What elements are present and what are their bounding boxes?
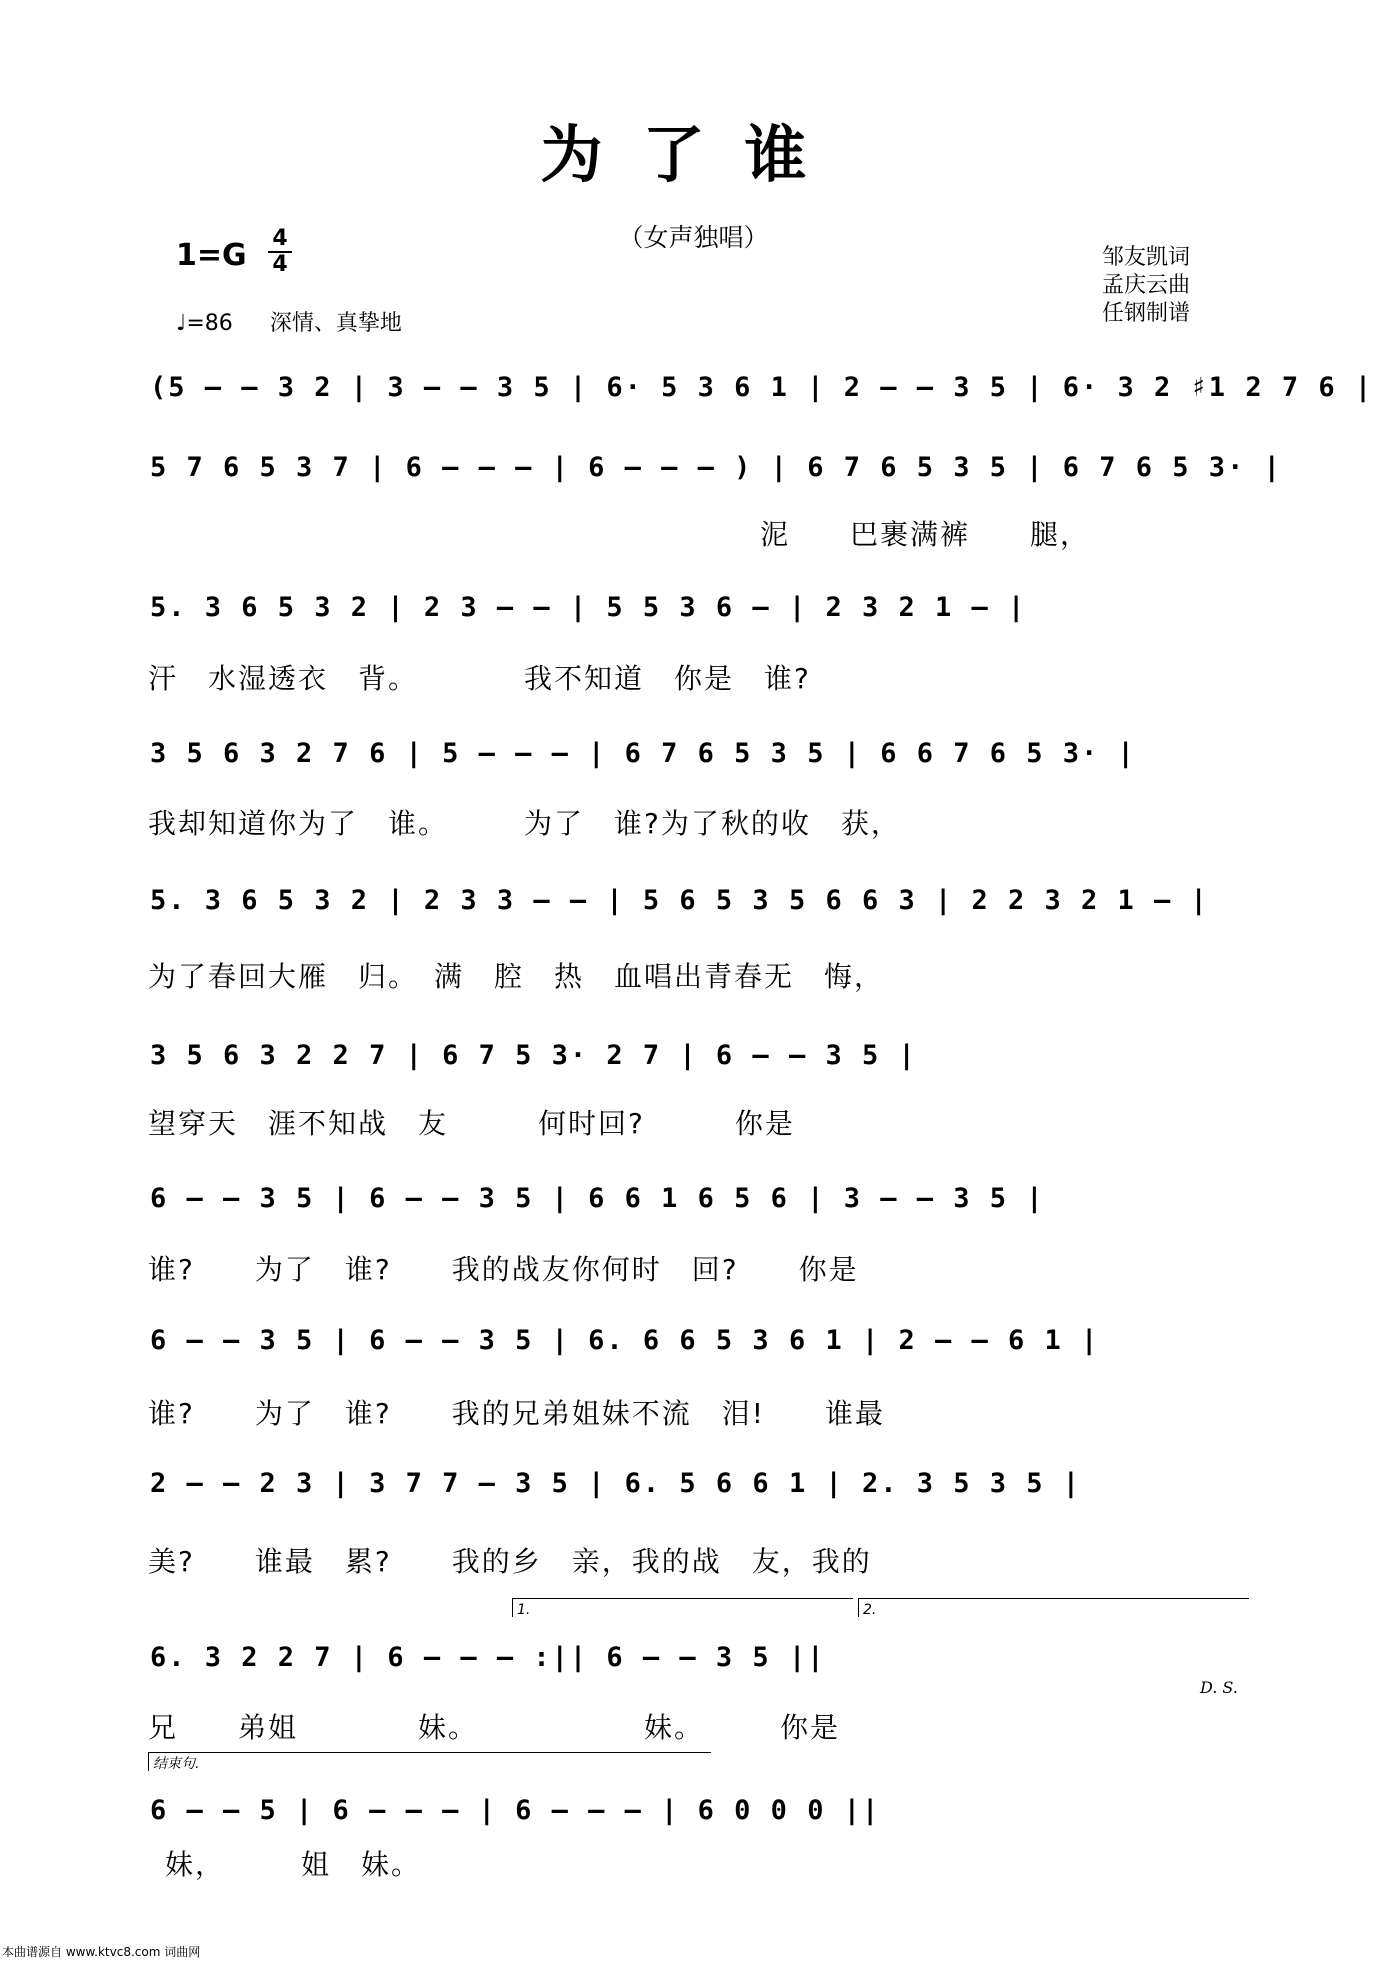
notation-row-2: 5 7 6 5 3 7 | 6 – – – | 6 – – – ) | 6 7 6 5 3 5 | 6 7 6 5 3· | [150, 452, 1282, 483]
time-signature-bottom: 4 [272, 252, 288, 277]
notation-row-7: 6 – – 3 5 | 6 – – 3 5 | 6 6 1 6 5 6 | 3 – – 3 5 | [150, 1183, 1045, 1214]
lyrics-row-9: 美? 谁最 累? 我的乡 亲，我的战 友，我的 [148, 1545, 872, 1578]
second-ending-bracket [858, 1598, 1249, 1617]
tempo-line [176, 306, 402, 337]
notation-row-4: 3 5 6 3 2 7 6 | 5 – – – | 6 7 6 5 3 5 | 6 6 7 6 5 3· | [150, 738, 1136, 769]
tempo-mark: ♩=86 [176, 311, 233, 336]
first-ending-bracket [512, 1598, 853, 1617]
notation-row-10: 6. 3 2 2 7 | 6 – – – :|| 6 – – 3 5 || [150, 1642, 826, 1673]
lyricist-credit: 邹友凯词 [1102, 245, 1191, 270]
second-ending-label: 2. [863, 1602, 877, 1618]
lyrics-row-10: 兄 弟姐 妹。 妹。 你是 [148, 1711, 841, 1744]
notation-row-3: 5. 3 6 5 3 2 | 2 3 – – | 5 5 3 6 – | 2 3 2 1 – | [150, 592, 1027, 623]
credits [1102, 244, 1190, 328]
lyrics-row-2: 泥 巴裹满裤 腿， [760, 518, 1091, 551]
notation-row-11: 6 – – 5 | 6 – – – | 6 – – – | 6 0 0 0 || [150, 1795, 881, 1826]
expression-mark: 深情、真挚地 [269, 311, 402, 336]
notation-row-9: 2 – – 2 3 | 3 7 7 – 3 5 | 6. 5 6 6 1 | 2. 3 5 3 5 | [150, 1468, 1082, 1499]
lyrics-row-11: 妹， 姐 妹。 [165, 1848, 422, 1881]
subtitle: （女声独唱） [618, 223, 769, 252]
notation-row-6: 3 5 6 3 2 2 7 | 6 7 5 3· 2 7 | 6 – – 3 5 | [150, 1040, 917, 1071]
lyrics-row-3: 汗 水湿透衣 背。 我不知道 你是 谁? [148, 662, 811, 695]
lyrics-row-7: 谁? 为了 谁? 我的战友你何时 回? 你是 [148, 1253, 859, 1286]
notation-row-1: (5 – – 3 2 | 3 – – 3 5 | 6· 5 3 6 1 | 2 – – 3 5 | 6· 3 2 ♯1 2 7 6 | [150, 372, 1374, 403]
coda-label: 结束句. [153, 1756, 200, 1772]
source-footer: 本曲谱源自 www.ktvc8.com 词曲网 [2, 1945, 201, 1959]
time-signature-top: 4 [272, 226, 288, 251]
notation-row-5: 5. 3 6 5 3 2 | 2 3 3 – – | 5 6 5 3 5 6 6 3 | 2 2 3 2 1 – | [150, 885, 1209, 916]
key-signature: 1=G [176, 238, 247, 273]
composer-credit: 孟庆云曲 [1102, 273, 1191, 298]
notation-row-8: 6 – – 3 5 | 6 – – 3 5 | 6. 6 6 5 3 6 1 | 2 – – 6 1 | [150, 1325, 1100, 1356]
lyrics-row-6: 望穿天 涯不知战 友 何时回? 你是 [148, 1107, 795, 1140]
lyrics-row-5: 为了春回大雁 归。 满 腔 热 血唱出青春无 悔， [148, 960, 885, 993]
lyrics-row-4: 我却知道你为了 谁。 为了 谁?为了秋的收 获， [148, 807, 901, 840]
dal-segno-mark: D. S. [1200, 1678, 1238, 1697]
coda-bracket [148, 1752, 711, 1771]
first-ending-label: 1. [517, 1602, 531, 1618]
song-title: 为了谁 [540, 118, 847, 191]
engraver-credit: 任钢制谱 [1102, 301, 1191, 326]
time-signature [268, 228, 292, 276]
lyrics-row-8: 谁? 为了 谁? 我的兄弟姐妹不流 泪! 谁最 [148, 1397, 885, 1430]
